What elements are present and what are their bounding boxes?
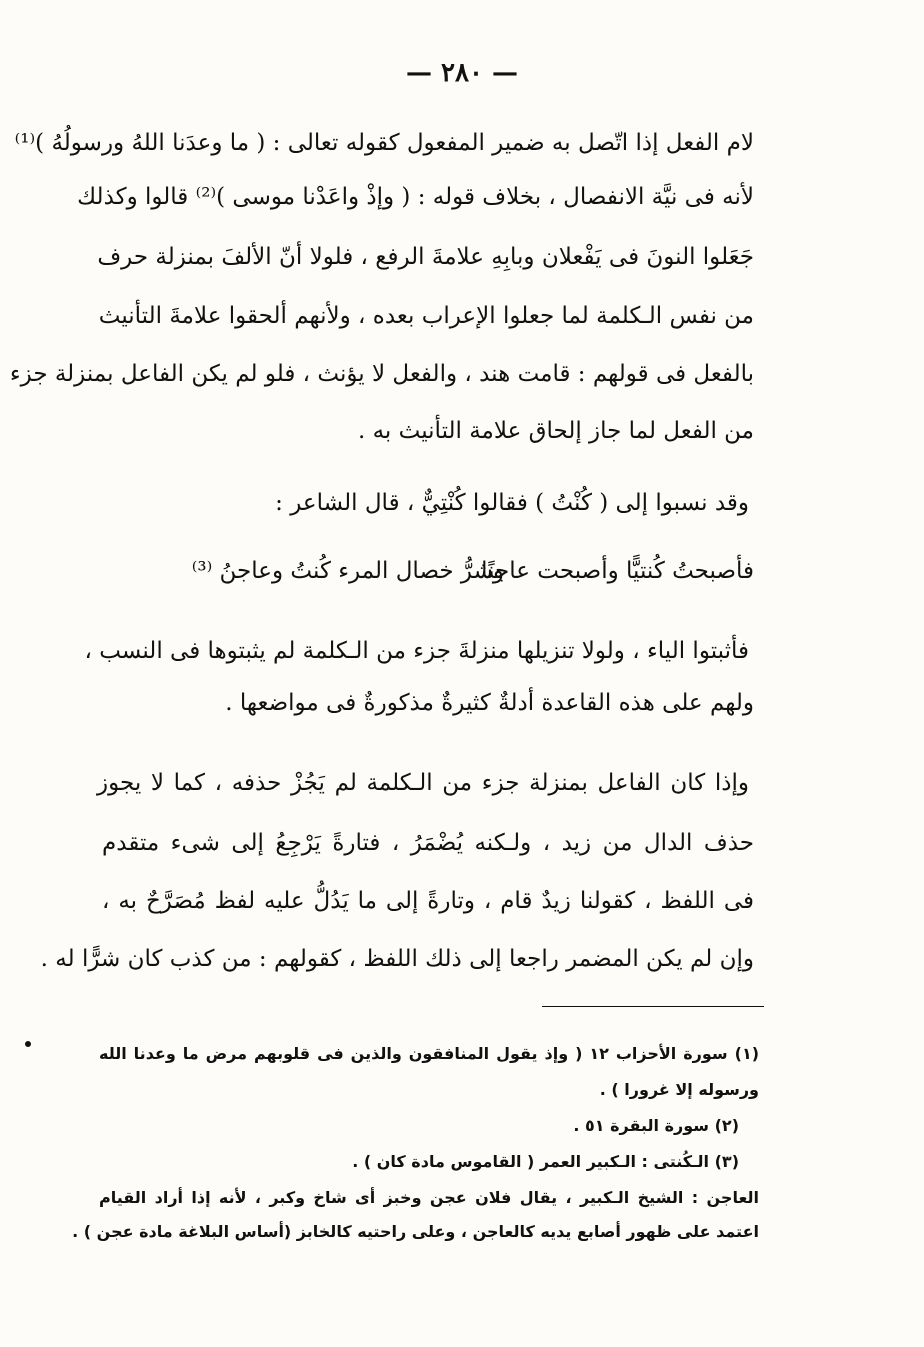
text-line: لام الفعل إذا اتّصل به ضمير المفعول كقوله تعالى : ( ما وعدَنا اللهُ ورسولُهُ )⁽¹⁾ bbox=[14, 130, 754, 156]
text-line: لأنه فى نيَّة الانفصال ، بخلاف قوله : ( وإذْ واعَدْنا موسى )⁽²⁾ قالوا وكذلك bbox=[77, 184, 754, 210]
margin-dot bbox=[25, 1041, 31, 1047]
footnote-1-cont: ورسوله إلا غرورا ) . bbox=[599, 1080, 759, 1099]
text-line: بالفعل فى قولهم : قامت هند ، والفعل لا يؤنث ، فلو لم يكن الفاعل بمنزلة جزء bbox=[9, 361, 754, 387]
text-line: وقد نسبوا إلى ( كُنْتُ ) فقالوا كُنْتِيٌّ ، قال الشاعر : bbox=[275, 490, 749, 516]
text-line: فى اللفظ ، كقولنا زيدٌ قام ، وتارةً إلى ما يَدُلُّ عليه لفظ مُصَرَّحٌ به ، bbox=[102, 888, 754, 914]
text-line: ولهم على هذه القاعدة أدلةٌ كثيرةٌ مذكورةٌ فى مواضعها . bbox=[225, 690, 754, 716]
footnote-3-cont: العاجن : الشيخ الـكبير ، يقال فلان عجن وخبز أى شاخ وكبر ، لأنه إذا أراد القيام bbox=[99, 1188, 759, 1207]
page-number: — ٢٨٠ — bbox=[405, 58, 519, 88]
text-line: من الفعل لما جاز إلحاق علامة التأنيث به . bbox=[357, 418, 754, 444]
text-line: وإذا كان الفاعل بمنزلة جزء من الـكلمة لم يَجُزْ حذفه ، كما لا يجوز bbox=[97, 770, 749, 796]
footnote-3-cont: اعتمد على ظهور أصابع يديه كالعاجن ، وعلى راحتيه كالخابز (أساس البلاغة مادة عجن ) . bbox=[72, 1222, 759, 1241]
text-line: جَعَلوا النونَ فى يَفْعلان وبابِهِ علامةَ الرفع ، فلولا أنّ الألفَ بمنزلة حرف bbox=[97, 244, 754, 270]
text-line: فأثبتوا الياء ، ولولا تنزيلها منزلةَ جزء من الـكلمة لم يثبتوها فى النسب ، bbox=[84, 638, 749, 664]
footnote-3: (٣) الـكُنتى : الـكبير العمر ( القاموس مادة كان ) . bbox=[352, 1152, 739, 1171]
verse-second-hemistich: وشرُّ خصال المرء كُنتُ وعاجنُ ⁽³⁾ bbox=[191, 558, 504, 584]
text-line: حذف الدال من زيد ، ولـكنه يُضْمَرُ ، فتارةً يَرْجِعُ إلى شىء متقدم bbox=[102, 830, 754, 856]
text-line: وإن لم يكن المضمر راجعا إلى ذلك اللفظ ، كقولهم : من كذب كان شرًّا له . bbox=[40, 946, 754, 972]
text-line: من نفس الـكلمة لما جعلوا الإعراب بعده ، ولأنهم ألحقوا علامةَ التأنيث bbox=[98, 303, 754, 329]
footnote-divider bbox=[542, 1006, 764, 1007]
footnote-2: (٢) سورة البقرة ٥١ . bbox=[573, 1116, 739, 1135]
verse-first-hemistich: فأصبحتُ كُنتيًّا وأصبحت عاجنًا bbox=[481, 558, 754, 584]
footnote-1: (١) سورة الأحزاب ١٢ ( وإذ يقول المنافقون والذين فى قلوبهم مرض ما وعدنا الله bbox=[99, 1044, 760, 1063]
